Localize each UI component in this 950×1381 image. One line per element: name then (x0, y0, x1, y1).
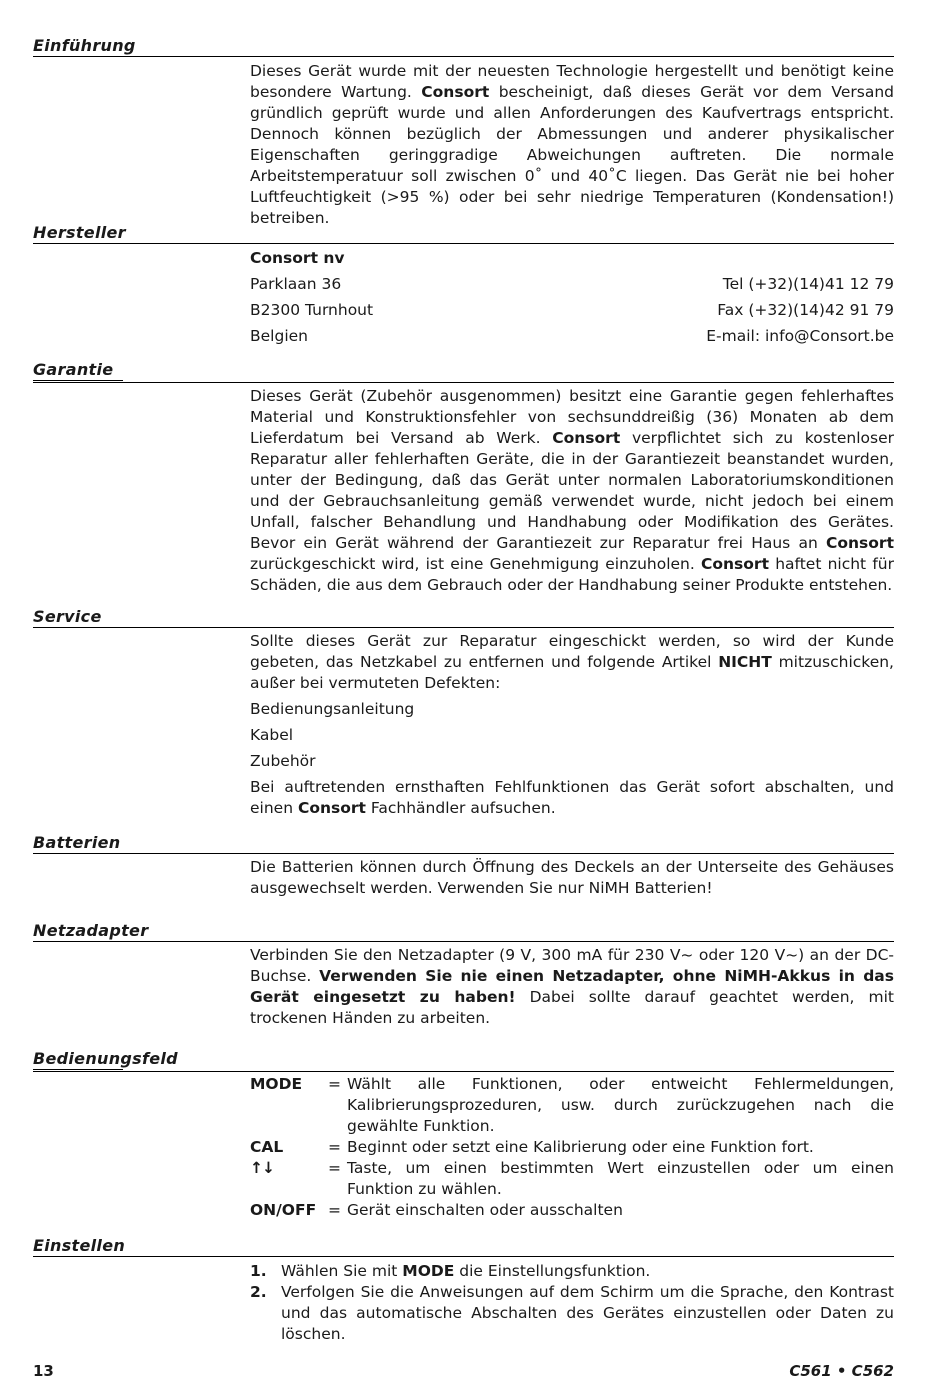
section-bedienungsfeld (33, 1049, 894, 1219)
control-desc: Gerät einschalten oder ausschalten (347, 1201, 623, 1219)
control-row-cal: CAL = Beginnt oder setzt eine Kalibrierung oder eine Funktion fort. (250, 1137, 894, 1158)
section-body (250, 245, 894, 349)
brand-name: Consort (552, 429, 621, 447)
section-rule-short (33, 1069, 123, 1070)
control-row-onoff: ON/OFF = Gerät einschalten oder ausschalten (250, 1200, 894, 1221)
list-item: Bedienungsanleitung (250, 700, 415, 718)
brand-name: Consort (297, 799, 366, 817)
brand-name: Consort (421, 83, 490, 101)
brand-name: Consort (701, 555, 769, 573)
section-body (250, 61, 894, 229)
section-rule (33, 853, 894, 854)
control-row-arrows: ↑↓ = Taste, um einen bestimmten Wert einzustellen oder um einen Funktion zu wählen. (250, 1159, 894, 1198)
up-down-arrow-icon: ↑↓ (250, 1159, 274, 1177)
section-body (250, 857, 894, 899)
control-key: CAL (250, 1138, 284, 1156)
section-body (250, 945, 894, 1029)
step-text: Wählen Sie mit MODE die Einstellungsfunktion. (281, 1262, 651, 1280)
section-service (33, 607, 894, 817)
warning-text: Verwenden Sie nie einen Netzadapter, ohne NiMH-Akkus in das Gerät eingesetzt zu haben! (250, 967, 894, 1006)
section-rule (33, 56, 894, 57)
section-garantie (33, 360, 894, 594)
city: B2300 Turnhout (250, 301, 374, 319)
section-title: Einstellen (33, 1236, 126, 1255)
step-number: 2. (250, 1283, 267, 1301)
control-desc: Taste, um einen bestimmten Wert einzustellen oder um einen Funktion zu wählen. (347, 1159, 894, 1198)
model-label: C561 • C562 (789, 1362, 894, 1380)
section-rule (33, 243, 894, 244)
section-netzadapter (33, 921, 894, 1027)
battery-paragraph: Die Batterien können durch Öffnung des Deckels an der Unterseite des Gehäuses ausgewechselt werden. Verwenden Sie nur NiMH Batterien! (250, 858, 894, 897)
street: Parklaan 36 (250, 275, 342, 293)
control-desc: Wählt alle Funktionen, oder entweicht Fehlermeldungen, Kalibrierungsprozeduren, usw. durch zurückzugehen nach die gewählte Funktion. (347, 1075, 894, 1135)
telephone: Tel (+32)(14)41 12 79 (722, 275, 894, 293)
step-text: Verfolgen Sie die Anweisungen auf dem Schirm um die Sprache, den Kontrast und das automatische Abschalten des Gerätes einzustellen oder Daten zu löschen. (281, 1283, 894, 1343)
fax: Fax (+32)(14)42 91 79 (717, 301, 894, 319)
company-name: Consort nv (250, 249, 345, 267)
address-row (250, 297, 894, 323)
warranty-paragraph: Dieses Gerät (Zubehör ausgenommen) besitzt eine Garantie gegen fehlerhaftes Material und Konstruktionsfehler von sechsunddreißig (36) Monaten ab dem Lieferdatum bei Versand ab Werk. Consort verpflichtet sich zu kostenloser Reparatur aller fehlerhaften Geräte, die in der Garantiezeit beanstandet wurden, unter der Bedingung, daß das Gerät unter normalen Laboratoriumskonditionen und der Gebrauchsanleitung gemäß verwendet wurde, nicht jedoch bei einem Unfall, falscher Behandlung und Handhabung oder Modifikation des Gerätes. Bevor ein Gerät während der Garantiezeit zur Reparatur frei Haus an Consort zurückgeschickt wird, ist eine Genehmigung einzuholen. Consort haftet nicht für Schäden, die aus dem Gebrauch oder der Handhabung seiner Produkte entstehen. (250, 387, 894, 594)
intro-paragraph: Dieses Gerät wurde mit der neuesten Technologie hergestellt und benötigt keine besondere Wartung. Consort bescheinigt, daß dieses Gerät vor dem Versand gründlich geprüft wurde und allen Anforderungen des Kaufvertrags entspricht. Dennoch können bezüglich der Abmessungen und anderer physikalischer Eigenschaften geringgradige Abweichungen auftreten. Die normale Arbeitstemperatuur soll zwischen 0˚ und 40˚C liegen. Das Gerät nie bei hoher Luftfeuchtigkeit (>95 %) oder bei sehr niedrige Temperaturen (Kondensation!) betreiben. (250, 62, 894, 227)
control-key: ON/OFF (250, 1201, 317, 1219)
adapter-paragraph: Verbinden Sie den Netzadapter (9 V, 300 mA für 230 V~ oder 120 V~) an der DC-Buchse. Verwenden Sie nie einen Netzadapter, ohne NiMH-Akkus in das Gerät eingesetzt zu haben! Dabei sollte darauf geachtet werden, mit trockenen Händen zu arbeiten. (250, 946, 894, 1027)
section-rule (33, 1071, 894, 1072)
step-item (250, 1282, 894, 1345)
step-number: 1. (250, 1262, 267, 1280)
service-intro: Sollte dieses Gerät zur Reparatur eingeschickt werden, so wird der Kunde gebeten, das Netzkabel zu entfernen und folgende Artikel NICHT mitzuschicken, außer bei vermuteten Defekten: (250, 632, 894, 692)
service-outro: Bei auftretenden ernsthaften Fehlfunktionen das Gerät sofort abschalten, und einen Consort Fachhändler aufsuchen. (250, 778, 894, 817)
page-number: 13 (33, 1362, 54, 1380)
section-rule (33, 627, 894, 628)
brand-name: Consort (826, 534, 894, 552)
control-row-mode: MODE = Wählt alle Funktionen, oder entweicht Fehlermeldungen, Kalibrierungsprozeduren, usw. durch zurückzugehen nach die gewählte Funktion. (250, 1075, 894, 1135)
section-title: Hersteller (33, 223, 126, 242)
section-body (250, 1074, 894, 1221)
step-item (250, 1261, 894, 1282)
section-title: Bedienungsfeld (33, 1049, 178, 1068)
section-title: Einführung (33, 36, 136, 55)
section-title: Batterien (33, 833, 121, 852)
section-title: Netzadapter (33, 921, 149, 940)
section-title: Service (33, 607, 102, 626)
section-batterien (33, 833, 894, 897)
section-body (250, 1261, 894, 1345)
control-key: MODE (250, 1075, 303, 1093)
country: Belgien (250, 327, 308, 345)
section-einfuehrung (33, 36, 894, 227)
section-rule (33, 382, 894, 383)
section-body (250, 631, 894, 819)
section-title: Garantie (33, 360, 114, 379)
address-row (250, 271, 894, 297)
section-einstellen (33, 1236, 894, 1343)
address-row (250, 323, 894, 349)
list-item: Kabel (250, 726, 294, 744)
list-item: Zubehör (250, 752, 316, 770)
section-rule (33, 1256, 894, 1257)
section-body (250, 386, 894, 596)
email: E-mail: info@Consort.be (706, 327, 894, 345)
section-rule (33, 941, 894, 942)
section-rule-short (33, 380, 123, 381)
control-desc: Beginnt oder setzt eine Kalibrierung oder eine Funktion fort. (347, 1138, 814, 1156)
section-hersteller (33, 223, 894, 345)
